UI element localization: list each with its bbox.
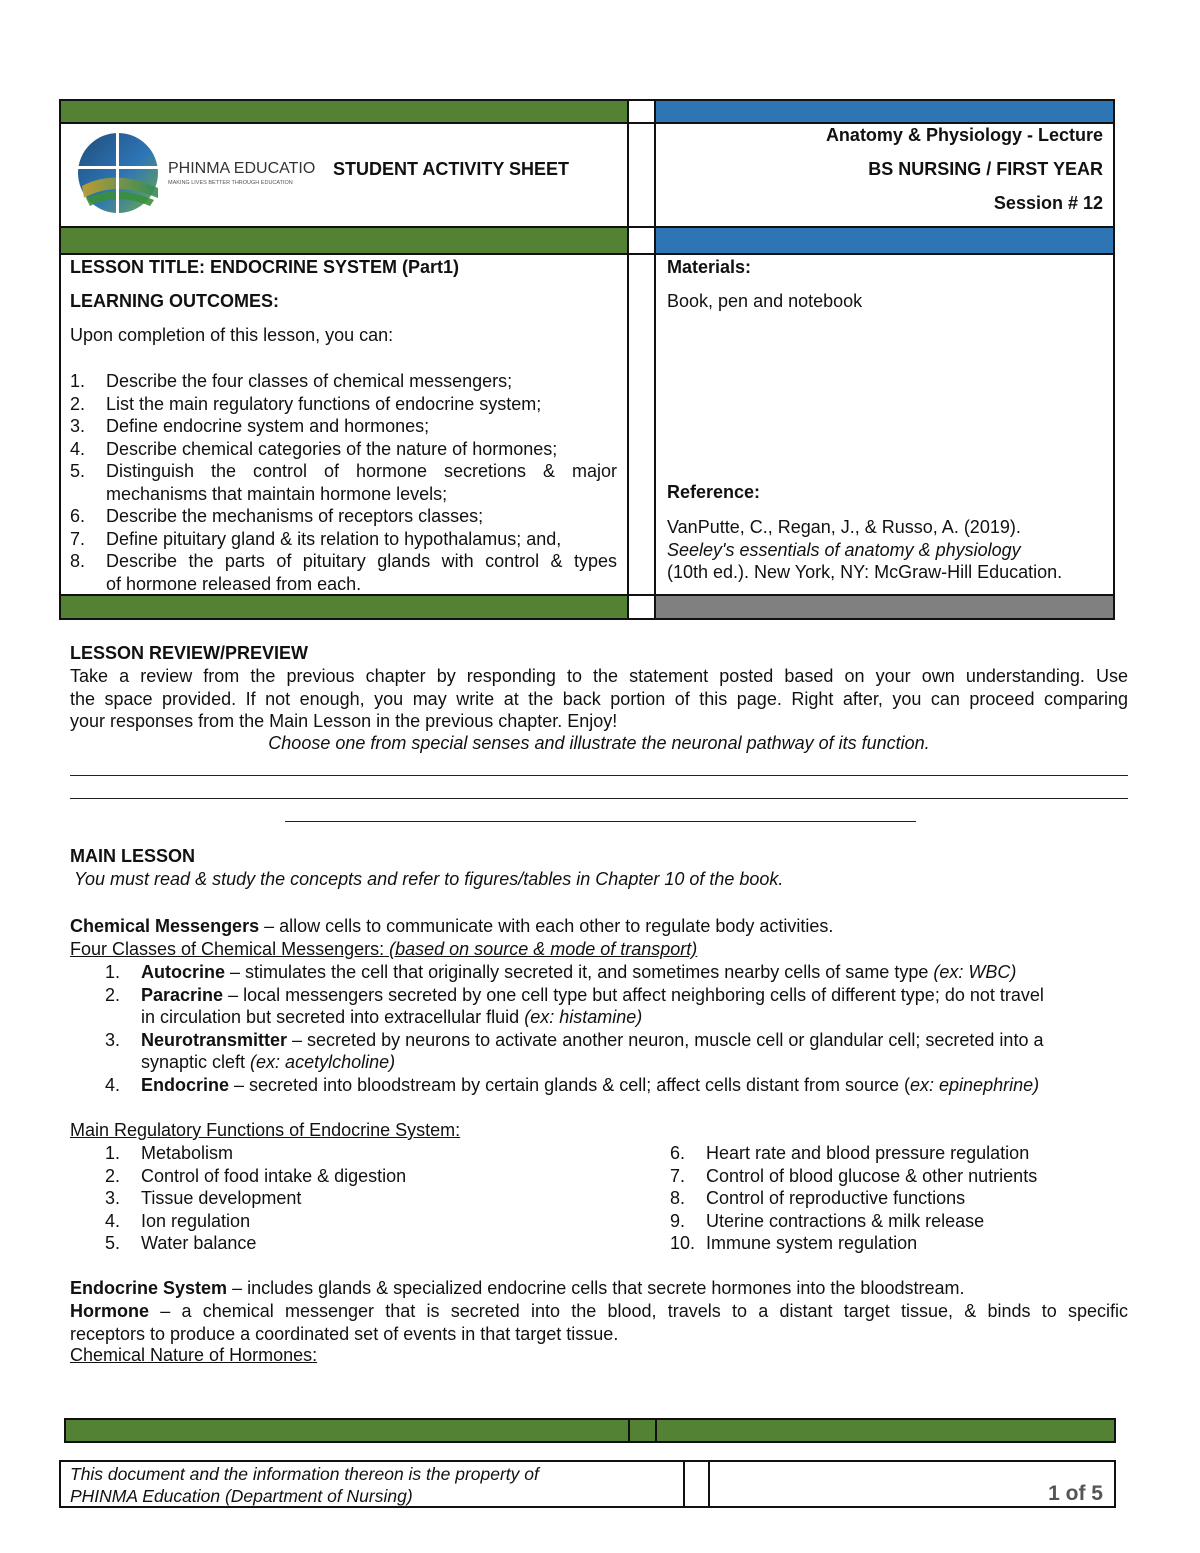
header-col-divider-a — [627, 101, 629, 618]
classes-heading — [70, 939, 697, 960]
lesson-title: LESSON TITLE: ENDOCRINE SYSTEM (Part1) — [70, 257, 460, 277]
logo-text: PHINMA EDUCATION — [168, 160, 316, 177]
footer-box-divider — [683, 1460, 685, 1508]
sheet-title: STUDENT ACTIVITY SHEET — [333, 159, 570, 179]
footer-property-line-2: PHINMA Education (Department of Nursing) — [70, 1486, 413, 1506]
term-chemical-messengers: Chemical Messengers — [70, 916, 260, 936]
answer-line — [70, 798, 1128, 799]
term-hormone: Hormone — [70, 1301, 150, 1321]
footer-bar-divider — [628, 1418, 630, 1443]
footer-box-divider — [708, 1460, 710, 1508]
learning-outcomes-heading: LEARNING OUTCOMES: — [70, 291, 279, 311]
footer-bar — [64, 1418, 1116, 1443]
reference-line-3: (10th ed.). New York, NY: McGraw-Hill Education. — [667, 562, 1063, 582]
materials-text: Book, pen and notebook — [667, 291, 863, 311]
program-title: BS NURSING / FIRST YEAR — [868, 159, 1103, 179]
main-lesson-heading: MAIN LESSON — [70, 846, 196, 866]
review-text — [70, 665, 1128, 733]
footer-property-line-1: This document and the information thereon is the property of — [70, 1464, 539, 1484]
classes-heading-note: (based on source & mode of transport) — [384, 939, 698, 959]
bottom-green-bar — [61, 596, 627, 618]
session-number: Session # 12 — [993, 193, 1103, 213]
header-row-divider-3 — [61, 253, 1113, 255]
answer-line — [285, 821, 916, 822]
course-title: Anatomy & Physiology - Lecture — [825, 125, 1103, 145]
hormone-definition: Hormone – a chemical messenger that is secreted into the blood, travels to a distant target tissue, & binds to specific receptors to produce a coordinated set of events in that target tissue. — [70, 1301, 1128, 1344]
reference-book-title: Seeley's essentials of anatomy & physiology — [667, 540, 1021, 560]
review-prompt: Choose one from special senses and illustrate the neuronal pathway of its function. — [268, 733, 930, 753]
materials-heading: Materials: — [667, 257, 752, 277]
term-endocrine-system: Endocrine System — [70, 1278, 228, 1298]
header-row-divider-1 — [61, 122, 1113, 124]
reference-heading: Reference: — [667, 482, 761, 502]
functions-heading: Main Regulatory Functions of Endocrine System: — [70, 1120, 461, 1140]
mid-green-bar — [61, 228, 627, 253]
page-number: 1 of 5 — [1048, 1482, 1103, 1505]
classes-heading-text: Four Classes of Chemical Messengers: — [70, 939, 385, 959]
outcomes-list: 1. Describe the four classes of chemical messengers; 2. List the main regulatory functions of endocrine system; 3. Define endocrine system and hormones; 4. Describe chemical categories of the nature of hormones; 5. Distinguish the control of hormone secretions & major mechanisms that maintain hormone levels; 6. Describe the mechanisms of receptors classes; 7. Define pituitary gland & its relation to hypothalamus; and, 8. Describe the parts of pituitary glands with control & types of hormone released from each. — [70, 371, 617, 594]
mid-blue-bar — [656, 228, 1113, 253]
bottom-gray-bar — [656, 596, 1113, 618]
reference-line-1: VanPutte, C., Regan, J., & Russo, A. (2019). — [667, 517, 1021, 537]
phinma-logo — [76, 128, 316, 218]
top-green-bar — [61, 101, 627, 122]
header-col-divider-b — [654, 101, 656, 618]
footer-bar-divider — [655, 1418, 657, 1443]
logo-tagline: MAKING LIVES BETTER THROUGH EDUCATION — [168, 180, 293, 186]
definition-text: – allow cells to communicate with each other to regulate body activities. — [259, 916, 834, 936]
endocrine-system-definition: Endocrine System – includes glands & specialized endocrine cells that secrete hormones into the bloodstream. — [70, 1278, 965, 1298]
review-line: your responses from the Main Lesson in the previous chapter. Enjoy! — [70, 711, 618, 731]
main-lesson-instruction: You must read & study the concepts and refer to figures/tables in Chapter 10 of the book. — [74, 869, 784, 889]
review-heading: LESSON REVIEW/PREVIEW — [70, 643, 309, 663]
top-blue-bar — [656, 101, 1113, 122]
answer-line — [70, 775, 1128, 776]
review-line: Take a review from the previous chapter by responding to the statement posted based on your own understanding. Use — [70, 666, 1128, 686]
phinma-logo-icon — [76, 128, 316, 218]
chemical-messengers-definition — [70, 916, 833, 937]
chemical-nature-heading: Chemical Nature of Hormones: — [70, 1345, 318, 1365]
review-line: the space provided. If not enough, you may write at the back portion of this page. Right after, you can proceed comparing — [70, 688, 1128, 709]
outcomes-intro: Upon completion of this lesson, you can: — [70, 325, 394, 345]
